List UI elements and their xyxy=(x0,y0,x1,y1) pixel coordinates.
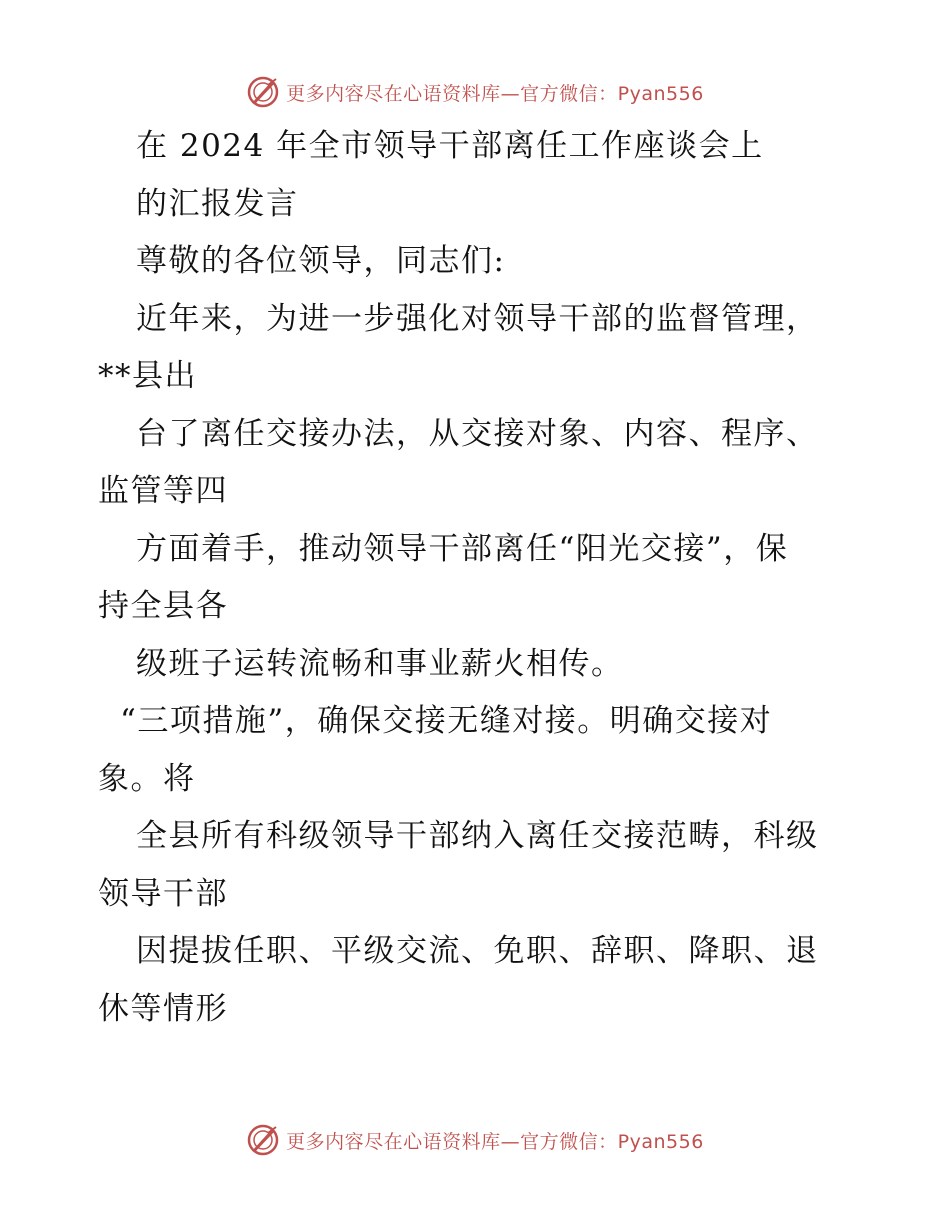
paragraph-line: 领导干部 xyxy=(98,875,228,912)
paragraph-line: 方面着手，推动领导干部离任“阳光交接”，保 xyxy=(136,530,789,567)
title-line-2: 的汇报发言 xyxy=(136,185,299,222)
paragraph-line: 持全县各 xyxy=(98,588,228,624)
paragraph-line: 休等情形 xyxy=(98,990,228,1027)
paragraph-line: 因提拔任职、平级交流、免职、辞职、降职、退 xyxy=(136,933,819,969)
watermark-text: 更多内容尽在心语资料库—官方微信：Pyan556 xyxy=(286,82,704,105)
watermark-text: 更多内容尽在心语资料库—官方微信：Pyan556 xyxy=(286,1130,704,1153)
paragraph-line: 象。将 xyxy=(98,760,196,797)
quill-circle-icon xyxy=(246,1123,280,1157)
salutation: 尊敬的各位领导，同志们: xyxy=(136,243,506,279)
document-body xyxy=(98,118,858,1038)
paragraph-line: 级班子运转流畅和事业薪火相传。 xyxy=(136,645,624,682)
paragraph-line: **县出 xyxy=(98,358,197,394)
paragraph-line: 台了离任交接办法，从交接对象、内容、程序、 xyxy=(136,415,819,452)
header-watermark-banner xyxy=(0,72,950,112)
quill-circle-icon xyxy=(246,75,280,109)
paragraph-line: 全县所有科级领导干部纳入离任交接范畴，科级 xyxy=(136,818,819,854)
paragraph-line: “三项措施”，确保交接无缝对接。明确交接对 xyxy=(120,703,773,739)
footer-watermark-banner xyxy=(0,1120,950,1160)
title-line-1: 在 2024 年全市领导干部离任工作座谈会上 xyxy=(136,128,764,164)
paragraph-line: 近年来，为进一步强化对领导干部的监督管理， xyxy=(136,300,819,337)
paragraph-line: 监管等四 xyxy=(98,473,228,509)
